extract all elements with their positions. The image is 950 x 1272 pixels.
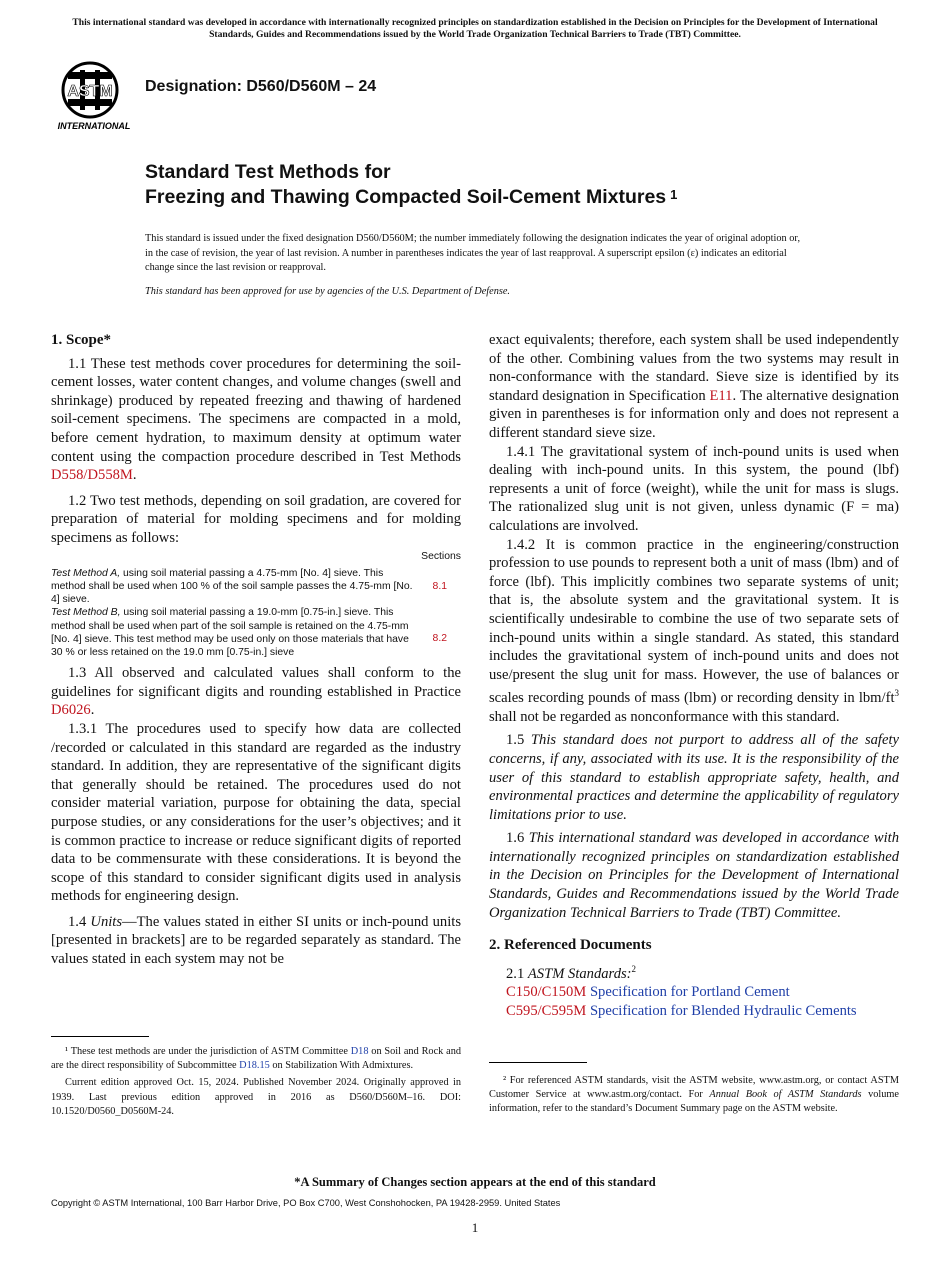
footnote-rule: [51, 1036, 149, 1037]
reference-item[interactable]: C595/C595M Specification for Blended Hydraulic Cements: [506, 1002, 857, 1019]
astm-logo: [54, 58, 134, 132]
scope-heading: 1. Scope*: [51, 332, 111, 348]
section-ref-8-2[interactable]: 8.2: [432, 633, 447, 645]
para-1-4-2: 1.4.2 It is common practice in the engineering/construction profession to use pounds to represent both a unit of mass (lbm) and of force (lbf). This implicitly combines two separate systems of unit; that is, the absolute system and the gravitational system. It is scientifically undesirable to combine the use of two separate sets of inch-pound units within a single standard. As stated, this standard includes the gravitational system of inch-pound units and does not use/present the slug unit for mass. However, the use of balances or scales recording pounds of mass (lbm) or recording density in lbm/$ft^3$ shall not be regarded as nonconformance with this standard.: [489, 536, 899, 725]
para-1-2: 1.2 Two test methods, depending on soil gradation, are covered for preparation of material for molding specimens and for molding specimens as follows:: [51, 492, 461, 546]
link-d558[interactable]: D558/D558M: [51, 467, 133, 484]
para-1-4-1: 1.4.1 The gravitational system of inch-pound units is used when dealing with inch-pound units. In this system, the pound (lbf) represents a unit of force (weight), while the unit for mass is slugs. The rationalized slug unit is not given, unless dynamic (F = ma) calculations are involved.: [489, 443, 899, 534]
footnote-2: ² For referenced ASTM standards, visit the ASTM website, www.astm.org, or contact ASTM Customer Service at www.astm.org/contact. For Annual Book of ASTM Standards volume information, refer to the standard’s Document Summary page on the ASTM website.: [489, 1075, 899, 1115]
footnote-rule: [489, 1062, 587, 1063]
footnote-1: ¹ These test methods are under the jurisdiction of ASTM Committee D18 on Soil and Rock and are the direct responsibility of Subcommittee D18.15 on Stabilization With Admixtures. Current edition approved Oct. 15, 2024. Published November 2024. Originally approved in 1939. Last previous edition approved in 2016 as D560/D560M–16. DOI: 10.1520/D0560_D0560M-24.: [51, 1045, 461, 1119]
para-1-3: 1.3 All observed and calculated values shall conform to the guidelines for significant digits and rounding established in Practice D6026.: [51, 665, 461, 719]
right-column: [489, 331, 899, 1021]
para-1-3-1: 1.3.1 The procedures used to specify how data are collected /recorded or calculated in this standard are regarded as the industry standard. In addition, they are representative of the significant digits that generally should be retained. The procedures used do not consider material variation, purpose for obtaining the data, special purpose studies, or any considerations for the user’s objectives; and it is common practice to increase or reduce significant digits of reported data to be commensurate with these considerations. It is beyond the scope of this standard to consider significant digits used in analysis methods for engineering design.: [51, 720, 461, 905]
section-ref-8-1[interactable]: 8.1: [432, 580, 447, 592]
test-method-a: Test Method A, using soil material passing a 4.75-mm [No. 4] sieve. This method shall be used when 100 % of the soil sample passes the 4.75-mm [No. 4] sieve. 8.1: [51, 567, 447, 606]
title-footnote-ref[interactable]: 1: [670, 187, 678, 202]
edition-note: Current edition approved Oct. 15, 2024. Published November 2024. Originally approved in 1939. Last previous edition approved in 2016 as D560/D560M–16. DOI: 10.1520/D0560_D0560M-24.: [51, 1077, 461, 1117]
issued-note: This standard is issued under the fixed designation D560/D560M; the number immediately following the designation indicates the year of original adoption or, in the case of revision, the year of last revision. A number in parentheses indicates the year of last reapproval. A superscript epsilon (ε) indicates an editorial change since the last revision or reapproval.: [145, 233, 801, 273]
page-number: 1: [471, 1220, 479, 1235]
dod-note: This standard has been approved for use by agencies of the U.S. Department of Defense.: [145, 286, 511, 297]
document-title: [145, 160, 677, 210]
designation: Designation: D560/D560M – 24: [145, 78, 377, 95]
para-1-1: 1.1 These test methods cover procedures for determining the soil-cement losses, water content changes, and volume changes (swell and shrinkage) produced by repeated freezing and thawing of hardened soil-cement specimens. The specimens are compacted in a mold, before cement hydration, to maximum density at optimum water content using the compaction procedure described in Test Methods D558/D558M.: [51, 355, 461, 484]
svg-text:ASTM: ASTM: [67, 83, 113, 100]
link-d18[interactable]: D18: [350, 1046, 369, 1057]
title-line-1: Standard Test Methods for: [145, 161, 391, 183]
para-1-4-cont: exact equivalents; therefore, each system shall be used independently of the other. Combining values from the two systems may result in non-conformance with the standard. Sieve size is identified by its standard designation in Specification E11. The alternative designation given in parentheses is for information only and does not represent a different standard sieve size.: [489, 332, 899, 441]
para-1-6: 1.6 This international standard was developed in accordance with internationally recognized principles on standardization established in the Decision on Principles for the Development of International Standards, Guides and Recommendations issued by the World Trade Organization Technical Barriers to Trade (TBT) Committee.: [489, 830, 900, 921]
test-method-table: [51, 550, 461, 660]
test-method-b: Test Method B, using soil material passing a 19.0-mm [0.75-in.] sieve. This method shall be used when part of the soil sample is retained on the 4.75-mm [No. 4] sieve. This test method may be used only on those materials that have 30 % or less retained on the 19.0 mm [0.75-in.] sieve 8.2: [51, 607, 447, 658]
logo-wordmark: INTERNATIONAL: [57, 121, 131, 131]
referenced-documents-heading: 2. Referenced Documents: [489, 937, 652, 954]
sections-header: Sections: [421, 550, 461, 562]
tbt-notice: This international standard was developed in accordance with internationally recognized principles on standardization established in the Decision on Principles for the Development of International Standards, Guides and Recommendations issued by the World Trade Organization Technical Barriers to Trade (TBT) Committee.: [72, 17, 878, 40]
copyright: Copyright © ASTM International, 100 Barr Harbor Drive, PO Box C700, West Conshohocken, PA 19428-2959. United States: [51, 1198, 561, 1208]
para-2-1: 2.1 ASTM Standards:$^2$: [506, 963, 637, 982]
para-1-5: 1.5 This standard does not purport to address all of the safety concerns, if any, associated with its use. It is the responsibility of the user of this standard to establish appropriate safety, health, and environmental practices and determine the applicability of regulatory limitations prior to use.: [489, 732, 899, 823]
link-d18-15[interactable]: D18.15: [239, 1060, 270, 1072]
link-d6026[interactable]: D6026: [51, 702, 91, 719]
left-column: [51, 331, 461, 969]
summary-of-changes-note: *A Summary of Changes section appears at the end of this standard: [294, 1175, 656, 1189]
para-1-4: 1.4 Units—The values stated in either SI units or inch-pound units [presented in brackets] are to be regarded separately as standard. The values stated in each system may not be: [51, 913, 461, 968]
title-line-2: Freezing and Thawing Compacted Soil-Cement Mixtures $^1$: [145, 186, 678, 208]
reference-item[interactable]: C150/C150M Specification for Portland Cement: [506, 984, 790, 1001]
link-e11[interactable]: E11: [709, 387, 733, 404]
